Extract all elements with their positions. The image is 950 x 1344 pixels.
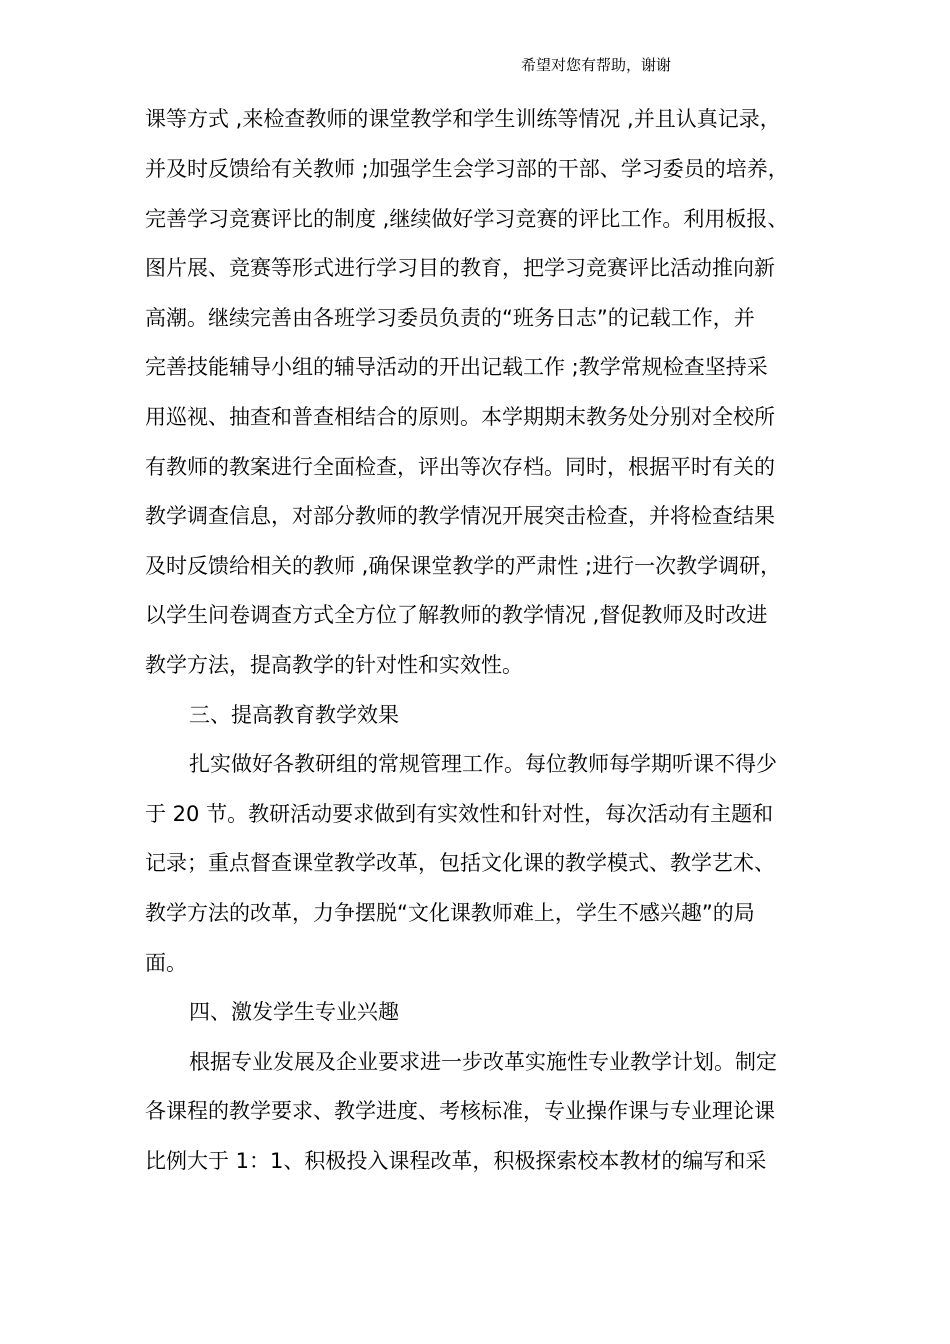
- text-line: 以学生问卷调查方式全方位了解教师的教学情况 ,督促教师及时改进: [145, 603, 768, 627]
- text-line: 教学调查信息，对部分教师的教学情况开展突击检查，并将检查结果: [145, 504, 775, 528]
- text-line: 课等方式 ,来检查教师的课堂教学和学生训练等情况 ,并且认真记录，: [145, 107, 781, 131]
- text-line: 面。: [145, 951, 187, 975]
- text-line: 图片展、竞赛等形式进行学习目的教育，把学习竞赛评比活动推向新: [145, 256, 775, 280]
- text-line: 记录；重点督查课堂教学改革，包括文化课的教学模式、教学艺术、: [145, 851, 775, 875]
- text-line: 有教师的教案进行全面检查，评出等次存档。同时，根据平时有关的: [145, 455, 775, 479]
- text-line: 于 20 节。教研活动要求做到有实效性和针对性，每次活动有主题和: [145, 802, 774, 826]
- text-line: 根据专业发展及企业要求进一步改革实施性专业教学计划。制定: [189, 1050, 777, 1074]
- text-line: 各课程的教学要求、教学进度、考核标准，专业操作课与专业理论课: [145, 1099, 775, 1123]
- section-heading: 四、激发学生专业兴趣: [189, 1000, 399, 1024]
- text-line: 及时反馈给相关的教师 ,确保课堂教学的严肃性 ;进行一次教学调研，: [145, 554, 782, 578]
- text-line: 比例大于 1：1、积极投入课程改革，积极探索校本教材的编写和采: [145, 1149, 767, 1173]
- text-line: 教学方法的改革，力争摆脱“文化课教师难上，学生不感兴趣”的局: [145, 901, 755, 925]
- text-line: 完善学习竞赛评比的制度 ,继续做好学习竞赛的评比工作。利用板报、: [145, 207, 789, 231]
- page-header: 希望对您有帮助，谢谢: [521, 56, 672, 74]
- text-line: 并及时反馈给有关教师 ;加强学生会学习部的干部、学习委员的培养，: [145, 157, 789, 181]
- text-line: 完善技能辅导小组的辅导活动的开出记载工作 ;教学常规检查坚持采: [145, 355, 768, 379]
- text-line: 高潮。继续完善由各班学习委员负责的“班务日志”的记载工作，并: [145, 306, 755, 330]
- text-line: 用巡视、抽查和普查相结合的原则。本学期期末教务处分别对全校所: [145, 405, 775, 429]
- section-heading: 三、提高教育教学效果: [189, 703, 399, 727]
- text-line: 扎实做好各教研组的常规管理工作。每位教师每学期听课不得少: [189, 752, 777, 776]
- text-line: 教学方法，提高教学的针对性和实效性。: [145, 653, 523, 677]
